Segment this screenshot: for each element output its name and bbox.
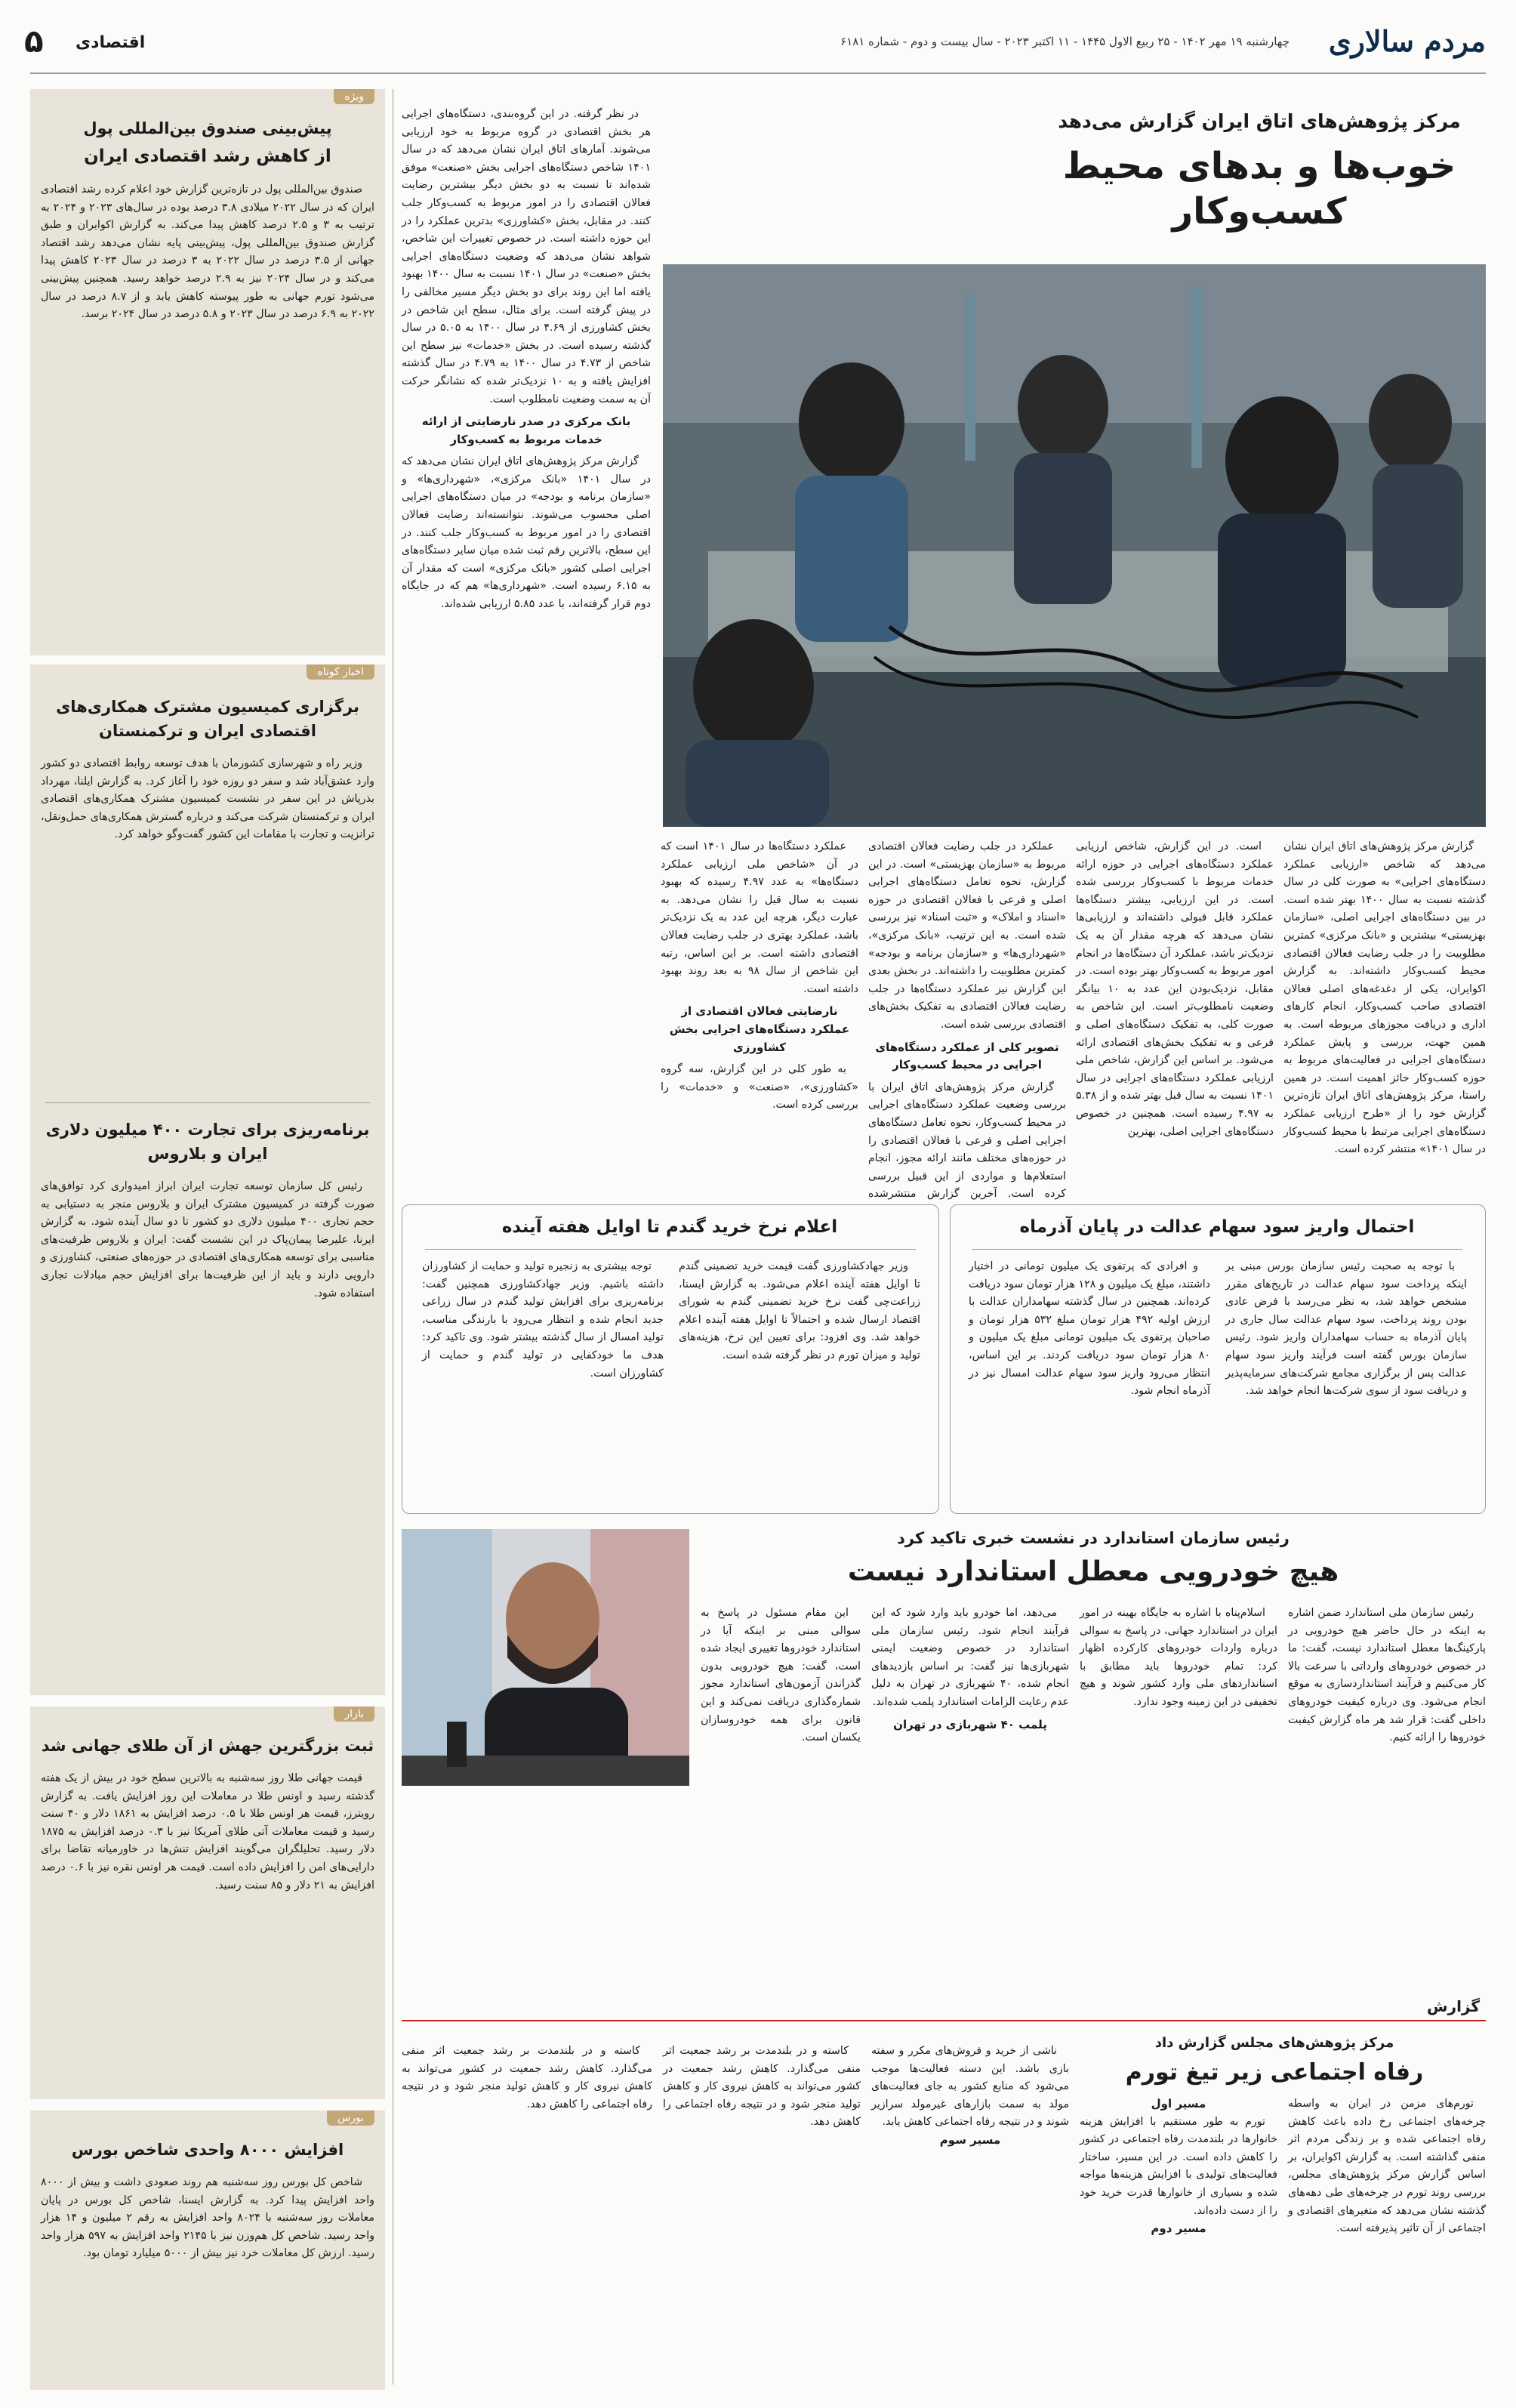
- shares-box-col-1: با توجه به صحبت رئیس سازمان بورس مبنی بر اینکه پرداخت سود سهام عدالت در تاریخ‌های مقرر مشخص خواهد شد، به نظر می‌رسد با فرض عادی بودن روند پرداخت، سود سهام عدالت سال جاری در پایان آذرماه به حساب سهامداران واریز شود. رئیس سازمان بورس گفته است فرآیند واریز سود سهام عدالت پس از برگزاری مجامع شرکت‌های سرمایه‌پذیر و دریافت سود از سوی شرکت‌ها انجام خواهد شد.: [1225, 1260, 1467, 1398]
- lead-subhead-1: تصویر کلی از عملکرد دستگاه‌های اجرایی در محیط کسب‌وکار: [875, 1040, 1059, 1072]
- sidebar-belarus-body: رئیس کل سازمان توسعه تجارت ایران ابراز امیدواری کرد توافق‌های صورت گرفته در کمیسیون مشترک ایران و بلاروس منجر به دستیابی به حجم تجاری ۴۰۰ میلیون دلاری دو کشور تا دو سال آینده شود. به گزارش ایرنا، علیرضا پیمان‌پاک در این نشست گفت: ایران و بلاروس ظرفیت‌های مناسبی برای توسعه همکاری‌های اقتصادی در حوزه‌های صنعتی، کشاورزی و دارویی دارند و باید از این ظرفیت‌ها برای افزایش حجم مبادلات تجاری استفاده شود.: [41, 1180, 374, 1300]
- lead-column-1: گزارش مرکز پژوهش‌های اتاق ایران نشان می‌دهد که شاخص «ارزیابی عملکرد دستگاه‌های اجرایی» به صورت کلی در سال گذشته نسبت به سال ۱۴۰۰ بهتر شده است. در بین دستگاه‌های اجرایی اصلی، «سازمان بهزیستی» بیشترین و «بانک مرکزی» کمترین مطلوبیت را در جلب رضایت فعالان اقتصادی محیط کسب‌وکار داشته‌اند. به گزارش اکوایران، یکی از دغدغه‌های اصلی فعالان اقتصادی صاحب کسب‌وکار، انجام کارهای اداری و دریافت مجوزهای مربوطه است. به همین جهت، بررسی و پایش عملکرد دستگاه‌های اجرایی در فعالیت‌های مربوط به حوزه کسب‌وکار حائز اهمیت است. در همین راستا، مرکز پژوهش‌های اتاق ایران تازه‌ترین گزارش خود را از «طرح ارزیابی عملکرد دستگاه‌های اجرایی مرتبط با محیط کسب‌وکار در سال ۱۴۰۱» منتشر کرده است.: [1283, 840, 1486, 1156]
- standards-col-1: رئیس سازمان ملی استاندارد ضمن اشاره به اینکه در حال حاضر هیچ خودرویی در پارکینگ‌ها معطل استاندارد نیست، گفت: ما در خصوص خودروهای وارداتی با سرعت بالا کار می‌کنیم و فرآیند استانداردسازی به موقع انجام می‌شود. وی درباره کیفیت خودروهای داخلی گفت: قرار شد هر ماه گزارش کیفیت خودروها را ارائه کنیم.: [1288, 1607, 1486, 1744]
- masthead: [0, 0, 1516, 69]
- report-kicker: مرکز پژوهش‌های مجلس گزارش داد: [1154, 2035, 1394, 2051]
- masthead-rule: [30, 72, 1486, 74]
- lead-story: [402, 83, 1486, 1201]
- shares-dividend-box: [950, 1204, 1486, 1514]
- report-col-4: کاسته و در بلندمدت بر رشد جمعیت اثر منفی می‌گذارد. کاهش رشد جمعیت در کشور می‌تواند به کاهش نیروی کار و کاهش تولید منجر شود و در نتیجه رفاه اجتماعی را کاهش دهد.: [663, 2045, 861, 2129]
- standards-story: [402, 1529, 1486, 1982]
- sidebar-commission-body: وزیر راه و شهرسازی کشورمان با هدف توسعه روابط اقتصادی دو کشور وارد عشق‌آباد شد و سفر دو روزه خود را آغاز کرد. به گزارش ایلنا، مهرداد بذرپاش در این سفر در نشست کمیسیون مشترک همکاری‌های اقتصادی ایران و ترکمنستان شرکت می‌کند و درباره گسترش همکاری‌های حمل‌ونقل، ترانزیت و تجارت با مقامات این کشور گفت‌وگو خواهد کرد.: [41, 757, 374, 841]
- lead-subhead-2: نارضایتی فعالان اقتصادی از عملکرد دستگاه‌های اجرایی بخش کشاورزی: [669, 1004, 850, 1054]
- masthead-logo: مردم سالاری: [1328, 24, 1486, 58]
- sidebar-bourse-tag: بورس: [327, 2110, 374, 2126]
- page-number: ۵: [24, 23, 44, 60]
- report-col-3: ناشی از خرید و فروش‌های مکرر و سفته بازی باشد. این دسته فعالیت‌ها موجب می‌شود که منابع کشور به جای فعالیت‌های مولد به سمت بازارهای غیرمولد سرازیر شوند و در نتیجه رفاه اجتماعی کاهش یابد. مسیر سوم: [871, 2043, 1069, 2382]
- shares-box-col-2: و افرادی که پرتفوی یک میلیون تومانی در اختیار داشتند، مبلغ یک میلیون و ۱۲۸ هزار تومان سود دریافت کرده‌اند. همچنین در سال گذشته سهامداران عدالت با ارزش اولیه ۴۹۲ هزار تومان مبلغ ۵۳۲ هزار تومان و صاحبان پرتفوی یک میلیون تومانی مبلغ یک میلیون و ۸۰ هزار تومان سود دریافت کردند. بر این اساس، انتظار می‌رود واریز سود سهام عدالت امسال نیز در آذرماه انجام شود.: [969, 1260, 1210, 1398]
- wheat-box-col-2: توجه بیشتری به زنجیره تولید و حمایت از کشاورزان داشته باشیم. وزیر جهادکشاورزی همچنین گفت: برنامه‌ریزی برای افزایش تولید گندم در سال زراعی جدید انجام شده و انتظار می‌رود با بارندگی مناسب، تولید امسال از سال گذشته بیشتر شود. وی تاکید کرد: هدف ما خودکفایی در تولید گندم و حمایت از کشاورزان است.: [422, 1260, 664, 1380]
- lead-column-5: در نظر گرفته. در این گروه‌بندی، دستگاه‌های اجرایی هر بخش اقتصادی در گروه مربوط به خود ارزیابی می‌شوند. آمارهای اتاق ایران نشان می‌دهد که در سال ۱۴۰۱ شاخص دستگاه‌های اجرایی بخش «صنعت» موفق شده‌اند تا نسبت به دو بخش دیگر بیشترین رضایت فعالان اقتصادی را در امور مربوط به کسب‌وکار جلب کنند. در مقابل، بخش «کشاورزی» بدترین عملکرد را در این حوزه داشته است. در خصوص تغییرات این شاخص، شواهد نشان می‌دهد که وضعیت دستگاه‌های اجرایی بخش «صنعت» در سال ۱۴۰۱ نسبت به سال ۱۴۰۰ بهبود یافته اما این روند برای دو بخش دیگر مسیر مخالفی را در پیش گرفته است. برای مثال، سطح این شاخص در بخش کشاورزی از ۴.۶۹ در سال ۱۴۰۰ به ۵.۰۵ در سال گذشته رسیده است. در بخش «خدمات» نیز سطح این شاخص از ۴.۷۳ در سال ۱۴۰۰ به ۴.۷۹ در سال گذشته افزایش یافته و به ۱۰ نزدیک‌تر شده که نشانگر حرکت آن به سمت وضعیت نامطلوب است. بانک مرکزی در صدر نارضایتی از ارائه خدمات مربوط به کسب‌وکار گزارش مرکز پژوهش‌های اتاق ایران نشان می‌دهد که در سال ۱۴۰۱ «بانک مرکزی»، «شهرداری‌ها» و «سازمان برنامه و بودجه» در میان دستگاه‌های اجرایی اصلی محسوب می‌شوند. نتوانسته‌اند رضایت فعالان اقتصادی را در امور مربوط به کسب‌وکار جلب کنند. در این سطح، بالاترین رقم ثبت شده میان سایر دستگاه‌های اجرایی اصلی کشور «بانک مرکزی» است که مقدار آن به ۶.۱۵ رسیده است. «شهرداری‌ها» هم که در جایگاه دوم قرار گرفته‌اند، با عدد ۵.۸۵ ارزیابی شده‌اند.: [402, 108, 651, 611]
- standards-title: هیچ خودرویی معطل استاندارد نیست: [847, 1556, 1339, 1587]
- sidebar-commission: [30, 664, 385, 1695]
- dateline: چهارشنبه ۱۹ مهر ۱۴۰۲ - ۲۵ ربیع الاول ۱۴۴۵ - ۱۱ اکتبر ۲۰۲۳ - سال بیست و دوم - شماره ۶۱۸۱: [840, 35, 1290, 48]
- wheat-box-col-1: وزیر جهادکشاورزی گفت قیمت خرید تضمینی گندم تا اوایل هفته آینده اعلام می‌شود. به گزارش ایسنا، زراعت‌چی گفت نرخ خرید تضمینی گندم به شورای اقتصاد ارسال شده و احتمالاً تا اوایل هفته آینده اعلام خواهد شد. وی افزود: برای تعیین این نرخ، هزینه‌های تولید و میزان تورم در نظر گرفته شده است.: [679, 1260, 920, 1361]
- sidebar-gold-title: ثبت بزرگترین جهش از آن طلای جهانی شد: [41, 1737, 374, 1755]
- lead-column-2: است. در این گزارش، شاخص ارزیابی عملکرد دستگاه‌های اجرایی در حوزه ارائه خدمات مربوط با کسب‌وکار بررسی شده است. در این ارزیابی، بیشتر دستگاه‌ها عملکرد قابل قبولی داشته‌اند و ارزیابی‌ها نشان می‌دهد که هرچه مقدار آن به یک نزدیک‌تر باشد، عملکرد آن دستگاه‌ها در انجام امور مربوط به کسب‌وکار بهتر بوده است. در مقابل، نزدیک‌بودن این عدد به ۱۰ بیانگر وضعیت نامطلوب‌تر است. این شاخص به صورت کلی، به تفکیک دستگاه‌های اصلی و فرعی و به تفکیک بخش‌های اقتصادی ارائه می‌شود. بر اساس این گزارش، شاخص ملی ارزیابی عملکرد دستگاه‌های اجرایی در سال ۱۴۰۱ نسبت به سال قبل بهتر شده و از ۵.۳۸ به ۴.۹۷ رسیده است. همچنین در خصوص دستگاه‌های اجرایی اصلی، بهترین: [1076, 840, 1274, 1138]
- standards-kicker: رئیس سازمان استاندارد در نشست خبری تاکید کرد: [897, 1529, 1290, 1547]
- sidebar-imf-title: از کاهش رشد اقتصادی ایران: [84, 146, 331, 166]
- lead-kicker: مرکز پژوهش‌های اتاق ایران گزارش می‌دهد: [1058, 110, 1461, 132]
- sidebar-imf-kicker: پیش‌بینی صندوق بین‌المللی پول: [83, 119, 332, 137]
- sidebar-imf: [30, 89, 385, 655]
- sidebar-gold: [30, 1707, 385, 2099]
- sidebar-bourse-title: افزایش ۸۰۰۰ واحدی شاخص بورس: [71, 2141, 344, 2159]
- sidebar-commission-title: برگزاری کمیسیون مشترک همکاری‌های اقتصادی ایران و ترکمنستان: [56, 698, 359, 740]
- wheat-price-box: [402, 1204, 939, 1514]
- sidebar-bourse: [30, 2110, 385, 2390]
- official-portrait-illustration: [402, 1529, 689, 1786]
- report-col-1: تورم‌های مزمن در ایران به واسطه چرخه‌های اجتماعی رخ داده باعث کاهش رفاه اجتماعی شده و بر زندگی مردم اثر منفی گذاشته است. به گزارش اکوایران، بر اساس گزارش مرکز پژوهش‌های مجلس، بررسی روند تورم در چرخه‌های طی دهه‌های گذشته نشان می‌دهد که متغیرهای اقتصادی و اجتماعی از آن تاثیر پذیرفته است.: [1288, 2098, 1486, 2235]
- report-subhead-3: مسیر سوم: [939, 2132, 1001, 2147]
- standards-subhead: پلمب ۴۰ شهربازی در تهران: [893, 1717, 1047, 1731]
- section-label: اقتصادی: [75, 33, 146, 52]
- sidebar-short-news-tag: اخبار کوتاه: [307, 664, 374, 680]
- report-subhead-1: مسیر اول: [1151, 2097, 1206, 2110]
- standards-col-3: می‌دهد، اما خودرو باید وارد شود که این فرآیند انجام شود. رئیس سازمان ملی استاندارد در خصوص وضعیت ایمنی شهربازی‌ها نیز گفت: بر اساس بازدیدهای انجام شده، ۴۰ شهربازی در تهران به دلیل عدم رعایت الزامات استاندارد پلمب شده‌اند. پلمب ۴۰ شهربازی در تهران: [871, 1605, 1069, 1952]
- sidebar-belarus-title: برنامه‌ریزی برای تجارت ۴۰۰ میلیون دلاری ایران و بلاروس: [45, 1121, 370, 1163]
- sidebar-imf-body: صندوق بین‌المللی پول در تازه‌ترین گزارش خود اعلام کرده رشد اقتصادی ایران که در سال ۲۰۲۲ میلادی ۳.۸ درصد بوده در سال‌های ۲۰۲۳ و ۲۰۲۴ به ترتیب به ۳ و ۲.۵ درصد کاهش پیدا می‌کند. به گزارش اکوایران و طبق گزارش صندوق بین‌المللی پول، پیش‌بینی پایه نشان می‌دهد رشد اقتصاد جهانی از ۳.۵ درصد در سال ۲۰۲۲ به ۳ درصد در سال ۲۰۲۳ کاهش پیدا می‌کند و در سال ۲۰۲۴ نیز به ۲.۹ درصد خواهد رسید. همچنین پیش‌بینی می‌شود تورم جهانی به طور پیوسته کاهش یابد و از ۸.۷ درصد در سال ۲۰۲۲ به ۶.۹ درصد در سال ۲۰۲۳ و ۵.۸ درصد در سال ۲۰۲۴ برسد.: [41, 183, 375, 321]
- report-col-5: کاسته و در بلندمدت بر رشد جمعیت اثر منفی می‌گذارد. کاهش رشد جمعیت در کشور می‌تواند به کاهش نیروی کار و کاهش تولید منجر شود و در نتیجه رفاه اجتماعی را کاهش دهد.: [402, 2045, 652, 2110]
- lead-column-3: عملکرد در جلب رضایت فعالان اقتصادی مربوط به «سازمان بهزیستی» است. در این گزارش، نحوه تعامل دستگاه‌های اجرایی اصلی و فرعی با فعالان اقتصادی در حوزه «اسناد و املاک» و «ثبت اسناد» نیز بررسی شده است. به این ترتیب، «بانک مرکزی»، «شهرداری‌ها» و «سازمان برنامه و بودجه» کمترین مطلوبیت را داشته‌اند. در بخش بعدی این گزارش نیز عملکرد دستگاه‌ها در جلب رضایت فعالان اقتصادی به تفکیک بخش‌های اقتصادی بررسی شده است. تصویر کلی از عملکرد دستگاه‌های اجرایی در محیط کسب‌وکار گزارش مرکز پژوهش‌های اتاق ایران با بررسی وضعیت عملکرد دستگاه‌های اجرایی در محیط کسب‌وکار، نحوه تعامل دستگاه‌های اجرایی اصلی و فرعی با فعالان اقتصادی را در حوزه‌های مختلف مانند ارائه مجوز، انجام استعلام‌ها و مواردی از این قبیل بررسی کرده است. آخرین گزارش منتشرشده: [868, 840, 1066, 1201]
- report-label: گزارش: [1426, 1997, 1480, 2015]
- standards-col-2: اسلام‌پناه با اشاره به جایگاه بهینه در امور ایران در استاندارد جهانی، در پاسخ به سوالی درباره واردات خودروهای کارکرده اظهار کرد: تمام خودروها باید مطابق با استانداردهای ملی وارد کشور شوند و هیچ تخفیفی در این زمینه وجود ندارد.: [1080, 1607, 1277, 1708]
- lead-subhead-3: بانک مرکزی در صدر نارضایتی از ارائه خدمات مربوط به کسب‌وکار: [421, 415, 631, 446]
- lead-title: خوب‌ها و بدهای محیط کسب‌وکار: [1062, 145, 1456, 233]
- sidebar-bourse-body: شاخص کل بورس روز سه‌شنبه هم روند صعودی داشت و بیش از ۸۰۰۰ واحد افزایش پیدا کرد. به گزارش ایسنا، شاخص کل بورس در پایان معاملات روز سه‌شنبه با ۸۰۲۴ واحد افزایش به رقم ۲ میلیون و ۱۴ هزار واحد رسید. شاخص کل هم‌وزن نیز با ۲۱۴۵ واحد افزایش به ۵۹۷ هزار واحد رسید. ارزش کل معاملات خرد نیز بیش از ۵۰۰۰ میلیارد تومان بود.: [41, 2176, 374, 2260]
- wheat-box-title: اعلام نرخ خرید گندم تا اوایل هفته آینده: [501, 1217, 838, 1237]
- factory-photo-illustration: [663, 264, 1486, 827]
- standards-official-photo: [402, 1529, 689, 1786]
- report-title: رفاه اجتماعی زیر تیغ تورم: [1125, 2059, 1424, 2086]
- sidebar-gold-body: قیمت جهانی طلا روز سه‌شنبه به بالاترین سطح خود در بیش از یک هفته گذشته رسید و اونس طلا در معاملات این روز افزایش یافت. به گزارش رویترز، قیمت هر اونس طلا با ۰.۵ درصد افزایش به ۱۸۶۱ دلار و ۴۰ سنت رسید و قیمت معاملات آتی طلای آمریکا نیز با ۰.۳ درصد افزایش به ۱۸۷۵ دلار رسید. تحلیلگران می‌گویند افزایش تنش‌ها در خاورمیانه تقاضا برای دارایی‌های امن را افزایش داده است. قیمت هر اونس نقره نیز با ۰.۶ درصد افزایش به ۲۱ دلار و ۸۵ سنت رسید.: [41, 1772, 374, 1892]
- report-col-2: مسیر اول تورم به طور مستقیم با افزایش هزینه خانوارها در بلندمدت رفاه اجتماعی در کشور را کاهش داده است. در این مسیر، ساختار فعالیت‌های تولیدی با افزایش هزینه‌ها مواجه شده و بسیاری از خانوارها قدرت خرید خود را از دست داده‌اند. مسیر دوم: [1080, 2095, 1277, 2382]
- factory-workers-photo: [663, 264, 1486, 827]
- sidebar-imf-tag: ویژه: [334, 89, 374, 104]
- report-subhead-2: مسیر دوم: [1151, 2221, 1206, 2236]
- report-label-bar: [402, 1997, 1486, 2021]
- sidebar-market-tag: بازار: [334, 1707, 374, 1722]
- lead-column-4: عملکرد دستگاه‌ها در سال ۱۴۰۱ است که در آن «شاخص ملی ارزیابی عملکرد دستگاه‌ها» به عدد ۴.۹۷ رسیده که بهبود نسبت به سال قبل را نشان می‌دهد. به عبارت دیگر، هرچه این عدد به یک نزدیک‌تر باشد، عملکرد بهتری در جلب رضایت فعالان اقتصادی داشته است. بر این اساس، رتبه این شاخص از سال ۹۸ به بعد روند بهبود داشته است. نارضایتی فعالان اقتصادی از عملکرد دستگاه‌های اجرایی بخش کشاورزی به طور کلی در این گزارش، سه گروه «کشاورزی»، «صنعت» و «خدمات» را بررسی کرده است.: [661, 840, 858, 1112]
- report-section: [402, 1997, 1486, 2390]
- standards-col-4: این مقام مسئول در پاسخ به سوالی مبنی بر اینکه آیا در استاندارد خودروها تغییری ایجاد شده است، گفت: هیچ خودرویی بدون گذراندن آزمون‌های استاندارد مجوز شماره‌گذاری دریافت نمی‌کند و این قانون برای همه خودروسازان یکسان است.: [701, 1607, 861, 1744]
- shares-box-title: احتمال واریز سود سهام عدالت در پایان آذرماه: [1019, 1217, 1415, 1237]
